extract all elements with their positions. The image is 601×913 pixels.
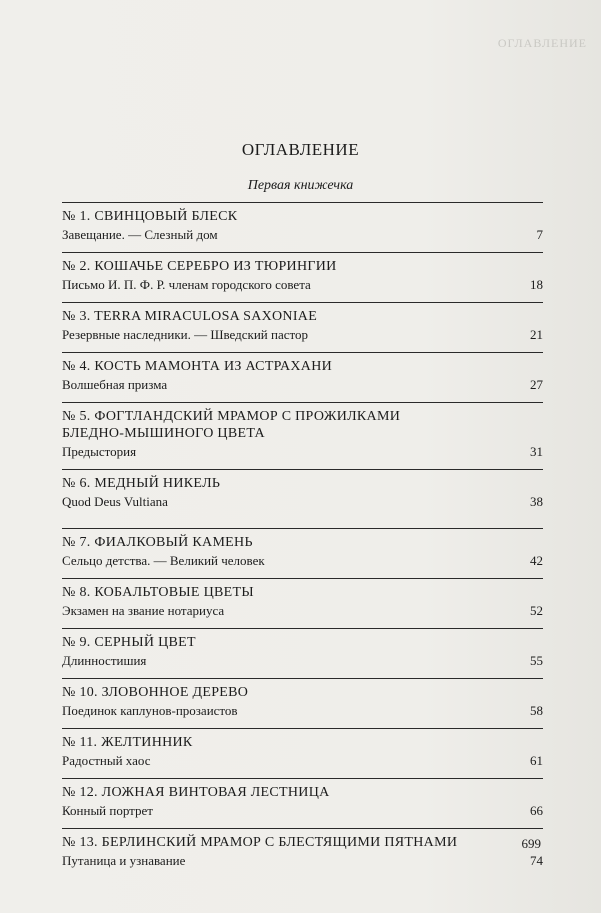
toc-heading: № 9. СЕРНЫЙ ЦВЕТ bbox=[62, 635, 196, 650]
toc-entry bbox=[62, 728, 543, 769]
toc-entry bbox=[62, 469, 543, 510]
toc-subtitle: Сельцо детства. — Великий человек bbox=[62, 553, 265, 568]
toc-entry bbox=[62, 678, 543, 719]
toc-subline bbox=[62, 443, 543, 460]
toc-page-number: 27 bbox=[530, 377, 543, 392]
bleed-through-header: ОГЛАВЛЕНИЕ bbox=[497, 36, 587, 50]
toc-page-number: 52 bbox=[530, 603, 543, 618]
toc-subtitle: Конный портрет bbox=[62, 803, 153, 818]
toc-subtitle: Волшебная призма bbox=[62, 377, 168, 392]
toc-page-number: 55 bbox=[530, 653, 543, 668]
toc-subtitle: Радостный хаос bbox=[62, 753, 151, 768]
toc-entry bbox=[62, 778, 543, 819]
toc-subline bbox=[62, 652, 543, 669]
toc-subtitle: Экзамен на звание нотариуса bbox=[62, 603, 225, 618]
toc-page-number: 7 bbox=[536, 227, 543, 242]
toc-subtitle: Предыстория bbox=[62, 444, 137, 459]
toc-heading: № 7. ФИАЛКОВЫЙ КАМЕНЬ bbox=[62, 535, 253, 550]
toc-page-number: 38 bbox=[530, 494, 543, 509]
toc-subtitle: Поединок каплунов-прозаистов bbox=[62, 703, 238, 718]
toc-entry bbox=[62, 402, 543, 460]
toc-subline bbox=[62, 276, 543, 293]
toc-subline bbox=[62, 226, 543, 243]
toc-heading: № 11. ЖЕЛТИННИК bbox=[62, 735, 193, 750]
toc-subline bbox=[62, 326, 543, 343]
toc-subtitle: Резервные наследники. — Шведский пастор bbox=[62, 327, 309, 342]
toc-page-number: 58 bbox=[530, 703, 543, 718]
toc-heading: № 8. КОБАЛЬТОВЫЕ ЦВЕТЫ bbox=[62, 585, 254, 600]
toc-subtitle: Завещание. — Слезный дом bbox=[62, 227, 218, 242]
toc-heading: № 1. СВИНЦОВЫЙ БЛЕСК bbox=[62, 209, 238, 224]
toc-page-number: 74 bbox=[530, 853, 543, 868]
toc-heading: № 10. ЗЛОВОННОЕ ДЕРЕВО bbox=[62, 685, 249, 700]
toc-entry bbox=[62, 202, 543, 243]
toc-entry bbox=[62, 252, 543, 293]
toc-heading: № 3. TERRA MIRACULOSA SAXONIAE bbox=[62, 309, 318, 324]
toc-subtitle: Путаница и узнавание bbox=[62, 853, 186, 868]
toc-entry bbox=[62, 578, 543, 619]
toc-subline bbox=[62, 802, 543, 819]
toc-subtitle: Quod Deus Vultiana bbox=[62, 494, 168, 509]
toc-subline bbox=[62, 602, 543, 619]
toc-heading: № 5. ФОГТЛАНДСКИЙ МРАМОР С ПРОЖИЛКАМИ БЛЕДНО-МЫШИНОГО ЦВЕТА bbox=[62, 409, 401, 441]
toc-page-number: 61 bbox=[530, 753, 543, 768]
toc-entry bbox=[62, 302, 543, 343]
toc-page-number: 31 bbox=[530, 444, 543, 459]
toc-entry bbox=[62, 828, 543, 869]
toc-heading: № 4. КОСТЬ МАМОНТА ИЗ АСТРАХАНИ bbox=[62, 359, 333, 374]
toc-page-number: 21 bbox=[530, 327, 543, 342]
toc-subline bbox=[62, 702, 543, 719]
toc-subtitle: Письмо И. П. Ф. Р. членам городского совета bbox=[62, 277, 311, 292]
table-of-contents bbox=[62, 202, 543, 869]
toc-page-number: 66 bbox=[530, 803, 543, 818]
toc-entry bbox=[62, 352, 543, 393]
toc-subline bbox=[62, 376, 543, 393]
toc-subtitle: Длинностишия bbox=[62, 653, 147, 668]
page-number: 699 bbox=[521, 836, 541, 851]
toc-heading: № 13. БЕРЛИНСКИЙ МРАМОР С БЛЕСТЯЩИМИ ПЯТНАМИ bbox=[62, 835, 458, 850]
toc-subline bbox=[62, 493, 543, 510]
toc-heading: № 6. МЕДНЫЙ НИКЕЛЬ bbox=[62, 476, 221, 491]
toc-entry bbox=[62, 528, 543, 569]
toc-entry bbox=[62, 628, 543, 669]
toc-subline bbox=[62, 552, 543, 569]
toc-page-number: 18 bbox=[530, 277, 543, 292]
toc-subline bbox=[62, 852, 543, 869]
toc-page-number: 42 bbox=[530, 553, 543, 568]
page-title: ОГЛАВЛЕНИЕ bbox=[241, 140, 360, 159]
section-subtitle: Первая книжечка bbox=[247, 178, 354, 193]
toc-heading: № 2. КОШАЧЬЕ СЕРЕБРО ИЗ ТЮРИНГИИ bbox=[62, 259, 337, 274]
toc-subline bbox=[62, 752, 543, 769]
toc-heading: № 12. ЛОЖНАЯ ВИНТОВАЯ ЛЕСТНИЦА bbox=[62, 785, 330, 800]
